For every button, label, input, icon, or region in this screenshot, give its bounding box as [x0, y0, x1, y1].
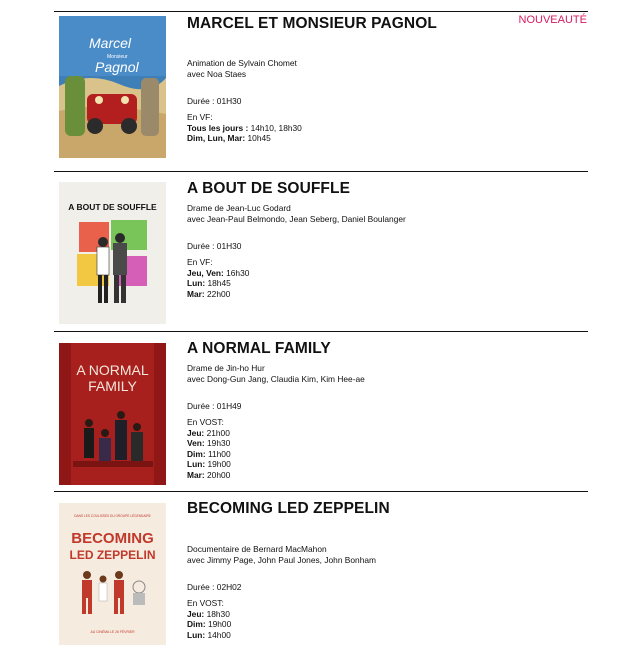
- film-poster[interactable]: [59, 343, 166, 485]
- showtime-times: 18h30: [206, 608, 230, 619]
- showtime-days: Jeu, Ven:: [187, 267, 224, 278]
- poster-title-text: AU CINÉMA LE 26 FÉVRIER: [90, 630, 135, 634]
- version-label: En VF:: [187, 112, 213, 122]
- showtime-times: 19h00: [207, 619, 232, 630]
- film-showtimes: [187, 598, 231, 640]
- showtime-days: Jeu:: [187, 427, 205, 438]
- showtime-times: 14h00: [207, 629, 231, 640]
- version-label: En VOST:: [187, 417, 224, 427]
- showtime-row: [187, 438, 231, 449]
- showtime-row: [187, 428, 231, 439]
- showtime-times: 16h30: [226, 267, 250, 278]
- film-title[interactable]: BECOMING LED ZEPPELIN: [187, 500, 390, 517]
- film-duration: Durée : 01H30: [187, 241, 242, 251]
- film-genre-director: Documentaire de Bernard MacMahon: [187, 544, 327, 554]
- poster-title-text: DANS LES COULISSES DU GROUPE LÉGENDAIRE: [74, 514, 151, 518]
- film-cast: avec Jimmy Page, John Paul Jones, John Bonham: [187, 554, 377, 565]
- showtime-days: Mar:: [187, 469, 205, 480]
- showtime-row: [187, 609, 231, 620]
- showtime-row: [187, 630, 231, 641]
- showtime-times: 22h00: [207, 288, 231, 299]
- version-label: En VF:: [187, 257, 213, 267]
- showtime-days: Tous les jours :: [187, 122, 249, 133]
- film-cast: avec Noa Staes: [187, 68, 247, 79]
- film-genre-director: Animation de Sylvain Chomet: [187, 58, 297, 68]
- poster-title-text: Monsieur: [107, 54, 128, 60]
- film-genre-director: Drame de Jin-ho Hur: [187, 363, 265, 373]
- showtime-days: Ven:: [187, 438, 205, 449]
- showtime-days: Lun:: [187, 629, 206, 640]
- film-entry: [54, 491, 588, 652]
- film-cast: avec Jean-Paul Belmondo, Jean Seberg, Daniel Boulanger: [187, 213, 406, 224]
- film-cast: avec Dong-Gun Jang, Claudia Kim, Kim Hee-ae: [187, 373, 365, 384]
- film-showtimes: [187, 112, 302, 144]
- showtime-row: [187, 133, 302, 144]
- showtime-row: [187, 278, 249, 289]
- showtime-times: 18h45: [207, 278, 231, 289]
- showtime-days: Mar:: [187, 288, 205, 299]
- showtime-days: Dim:: [187, 619, 206, 630]
- version-label: En VOST:: [187, 598, 224, 608]
- poster-title-text: LED ZEPPELIN: [69, 548, 156, 562]
- film-entry: [54, 11, 588, 172]
- showtime-row: [187, 289, 249, 300]
- showtime-days: Dim, Lun, Mar:: [187, 133, 246, 144]
- showtime-times: 10h45: [247, 133, 271, 144]
- showtime-days: Jeu:: [187, 608, 205, 619]
- showtime-times: 11h00: [207, 448, 231, 459]
- poster-title-text: FAMILY: [88, 378, 137, 394]
- film-entry: [54, 171, 588, 332]
- film-poster[interactable]: [59, 16, 166, 158]
- showtime-times: 19h30: [207, 438, 231, 449]
- film-entry: [54, 331, 588, 492]
- poster-title-text: Pagnol: [95, 59, 139, 75]
- film-title[interactable]: A BOUT DE SOUFFLE: [187, 180, 351, 197]
- poster-title-text: A BOUT DE SOUFFLE: [68, 202, 157, 212]
- new-badge: NOUVEAUTÉ: [518, 14, 587, 26]
- showtime-row: [187, 268, 249, 279]
- poster-title-text: A NORMAL: [76, 362, 149, 378]
- showtime-days: Lun:: [187, 278, 206, 289]
- poster-title-text: Marcel: [89, 35, 132, 51]
- film-duration: Durée : 02H02: [187, 582, 242, 592]
- showtime-row: [187, 619, 231, 630]
- showtime-times: 20h00: [207, 469, 231, 480]
- showtime-times: 21h00: [206, 427, 230, 438]
- film-showtimes: [187, 417, 231, 481]
- showtime-row: [187, 459, 231, 470]
- film-title[interactable]: A NORMAL FAMILY: [187, 340, 331, 357]
- film-poster[interactable]: [59, 182, 166, 324]
- film-duration: Durée : 01H49: [187, 401, 242, 411]
- showtime-row: [187, 470, 231, 481]
- film-title[interactable]: MARCEL ET MONSIEUR PAGNOL: [187, 15, 437, 32]
- showtime-times: 14h10, 18h30: [250, 122, 302, 133]
- showtime-times: 19h00: [207, 459, 231, 470]
- showtime-days: Dim:: [187, 448, 206, 459]
- film-genre-director: Drame de Jean-Luc Godard: [187, 203, 291, 213]
- film-duration: Durée : 01H30: [187, 96, 242, 106]
- film-poster[interactable]: [59, 503, 166, 645]
- showtime-days: Lun:: [187, 459, 206, 470]
- film-showtimes: [187, 257, 249, 299]
- showtime-row: [187, 449, 231, 460]
- poster-title-text: BECOMING: [71, 530, 154, 547]
- showtime-row: [187, 123, 302, 134]
